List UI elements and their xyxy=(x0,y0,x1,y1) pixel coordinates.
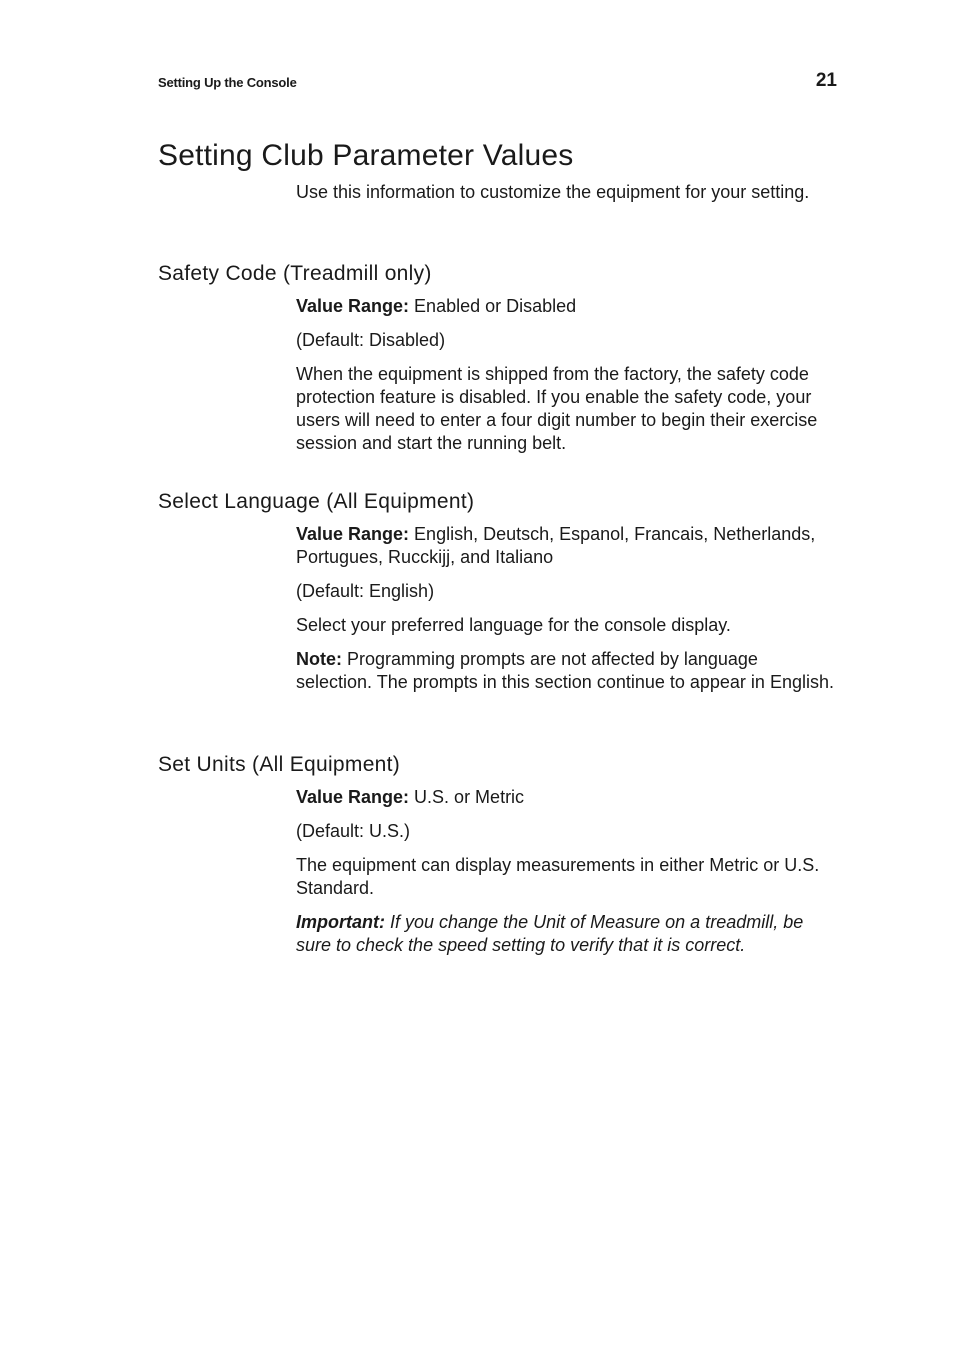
value-range-label: Value Range: xyxy=(296,787,410,807)
note-paragraph xyxy=(296,648,834,694)
default-paragraph: (Default: U.S.) xyxy=(296,821,411,841)
note-text: Programming prompts are not affected by language selection. The prompts in this section continue to appear in English. xyxy=(296,649,834,692)
section-heading-select-language: Select Language (All Equipment) xyxy=(158,490,475,513)
important-text: If you change the Unit of Measure on a treadmill, be sure to check the speed setting to verify that it is correct. xyxy=(296,912,804,955)
value-range-label: Value Range: xyxy=(296,296,410,316)
value-range-paragraph xyxy=(296,523,834,569)
default-paragraph: (Default: English) xyxy=(296,581,435,601)
important-paragraph xyxy=(296,911,834,957)
description-paragraph: Select your preferred language for the console display. xyxy=(296,615,731,635)
description-paragraph: When the equipment is shipped from the factory, the safety code protection feature is disabled. If you enable the safety code, your users will need to enter a four digit number to begin their exercise session and start the running belt. xyxy=(296,364,818,453)
important-label: Important: xyxy=(296,912,385,932)
value-range-label: Value Range: xyxy=(296,524,410,544)
value-range-text: Enabled or Disabled xyxy=(409,296,577,316)
intro-block xyxy=(296,181,834,215)
section-body-safety-code xyxy=(296,295,834,466)
section-heading-set-units: Set Units (All Equipment) xyxy=(158,753,401,776)
value-range-paragraph xyxy=(296,295,834,318)
description-paragraph: The equipment can display measurements in either Metric or U.S. Standard. xyxy=(296,855,820,898)
section-body-select-language xyxy=(296,523,834,705)
default-paragraph: (Default: Disabled) xyxy=(296,330,446,350)
section-heading-safety-code: Safety Code (Treadmill only) xyxy=(158,262,432,285)
value-range-text: U.S. or Metric xyxy=(409,787,525,807)
running-header: Setting Up the Console xyxy=(158,75,297,90)
page-title: Setting Club Parameter Values xyxy=(158,139,574,172)
intro-paragraph: Use this information to customize the equipment for your setting. xyxy=(296,182,810,202)
value-range-text: English, Deutsch, Espanol, Francais, Netherlands, Portugues, Rucckijj, and Italiano xyxy=(296,524,816,567)
note-label: Note: xyxy=(296,649,342,669)
page-number: 21 xyxy=(815,70,837,91)
section-body-set-units xyxy=(296,786,834,968)
value-range-paragraph xyxy=(296,786,834,809)
